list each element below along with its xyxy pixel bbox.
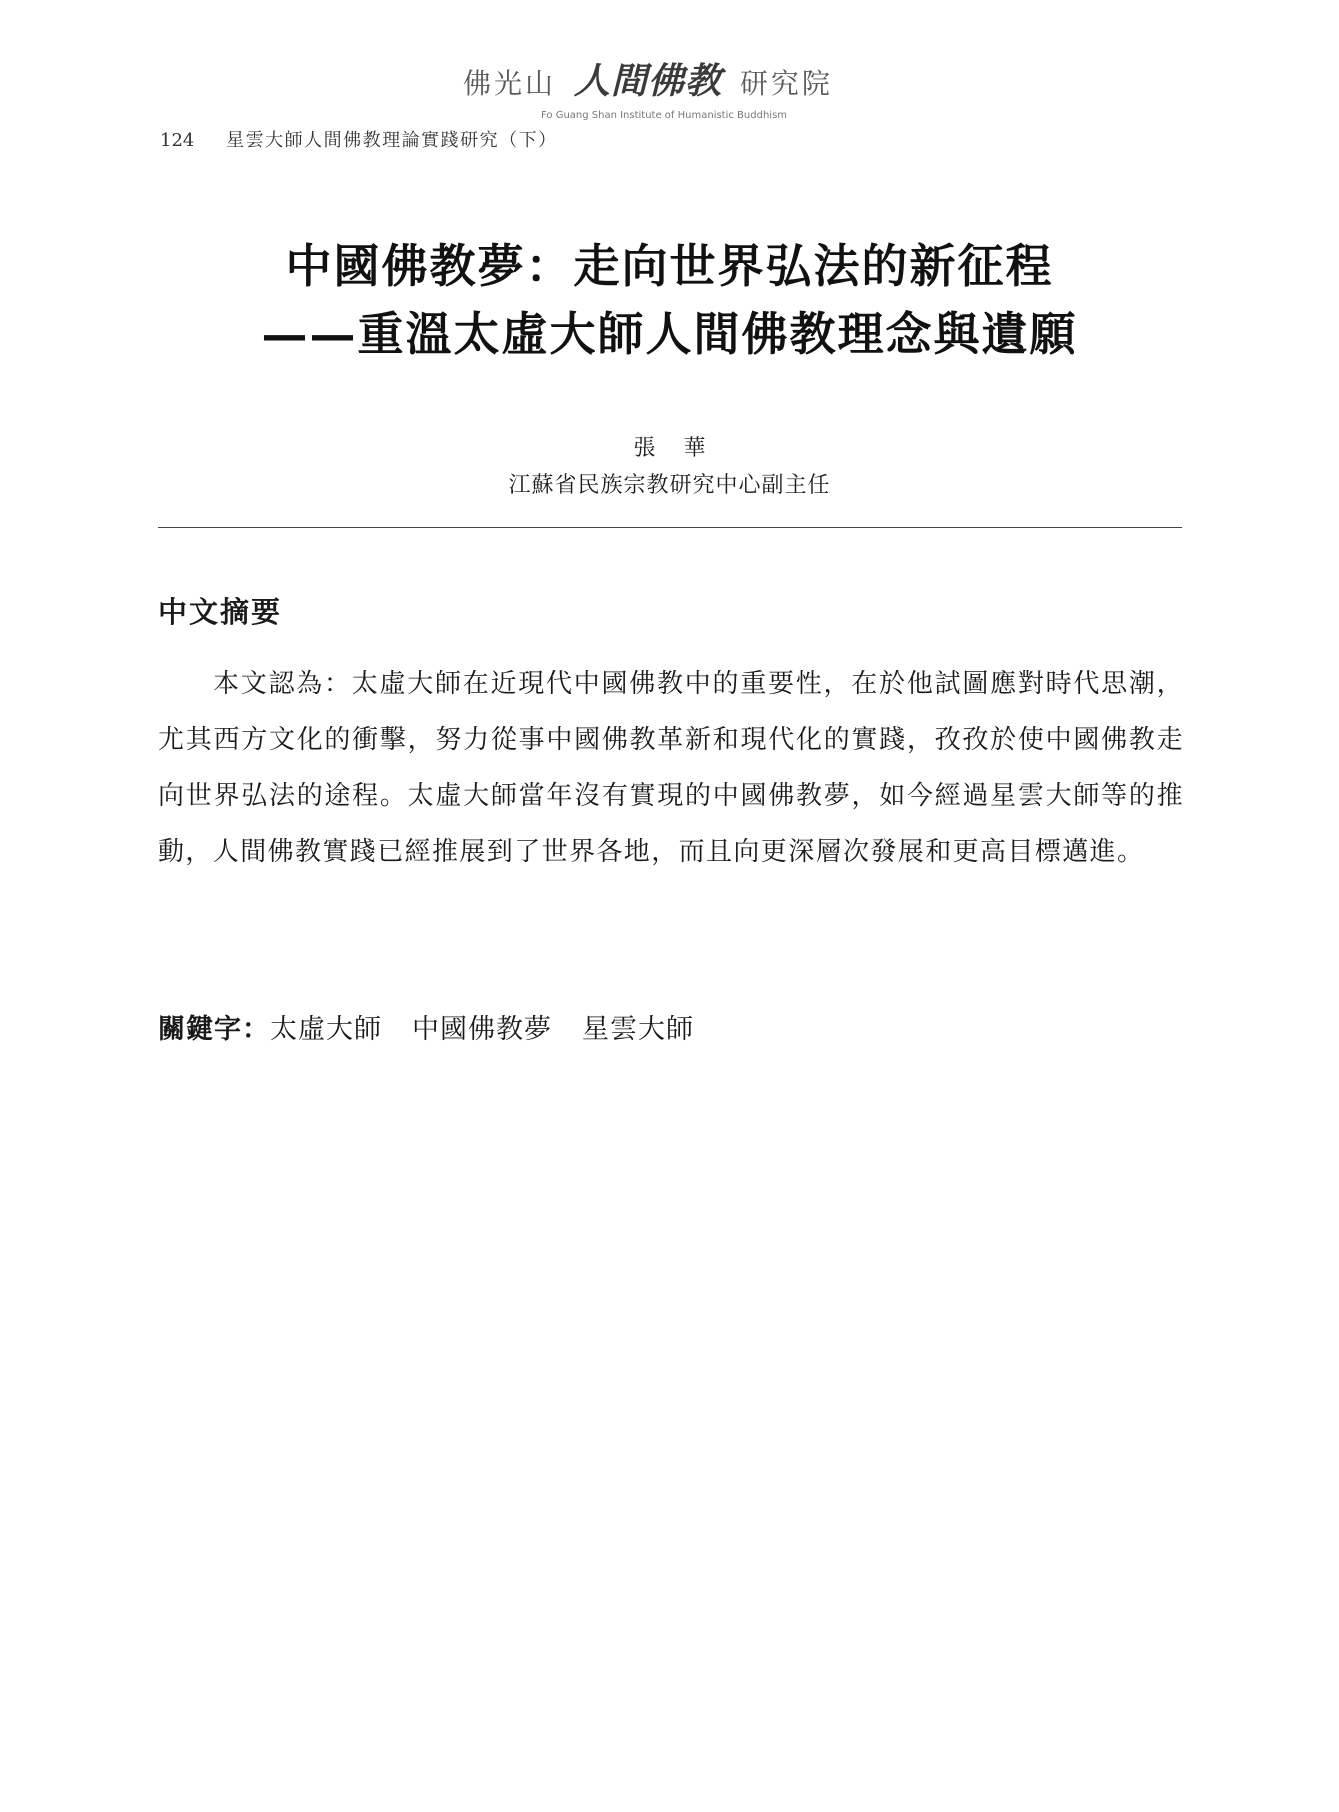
series-title: 星雲大師人間佛教理論實踐研究（下） [226, 130, 558, 151]
institute-name-right: 研究院 [739, 67, 833, 100]
author-name: 張華 [633, 436, 734, 461]
running-header [160, 126, 558, 152]
keyword-item: 星雲大師 [582, 1014, 694, 1045]
title-block [0, 232, 1339, 368]
institute-english-name: Fo Guang Shan Institute of Humanistic Buddhism [541, 110, 788, 121]
institute-logo-title [463, 61, 833, 102]
institute-name-calligraphy: 人間佛教 [573, 61, 722, 102]
keyword-item: 中國佛教夢 [412, 1014, 552, 1045]
page-number: 124 [160, 130, 195, 151]
institute-name-left: 佛光山 [463, 67, 557, 100]
abstract-body: 本文認為：太虛大師在近現代中國佛教中的重要性，在於他試圖應對時代思潮，尤其西方文化的衝擊，努力從事中國佛教革新和現代化的實踐，孜孜於使中國佛教走向世界弘法的途程。太虛大師當年沒有實現的中國佛教夢，如今經過星雲大師等的推動，人間佛教實踐已經推展到了世界各地，而且向更深層次發展和更高目標邁進。 [158, 669, 1184, 867]
keyword-item: 太虛大師 [270, 1014, 382, 1045]
author-block [0, 430, 1339, 504]
keywords-label: 關鍵字： [158, 1014, 270, 1045]
article-subtitle: ——重溫太虛大師人間佛教理念與遺願 [261, 307, 1078, 361]
keywords [158, 1010, 724, 1050]
article-title: 中國佛教夢：走向世界弘法的新征程 [285, 239, 1054, 293]
abstract-heading: 中文摘要 [158, 595, 283, 629]
institute-logo [463, 60, 883, 126]
author-affiliation: 江蘇省民族宗教研究中心副主任 [508, 473, 831, 498]
title-divider [158, 527, 1182, 528]
